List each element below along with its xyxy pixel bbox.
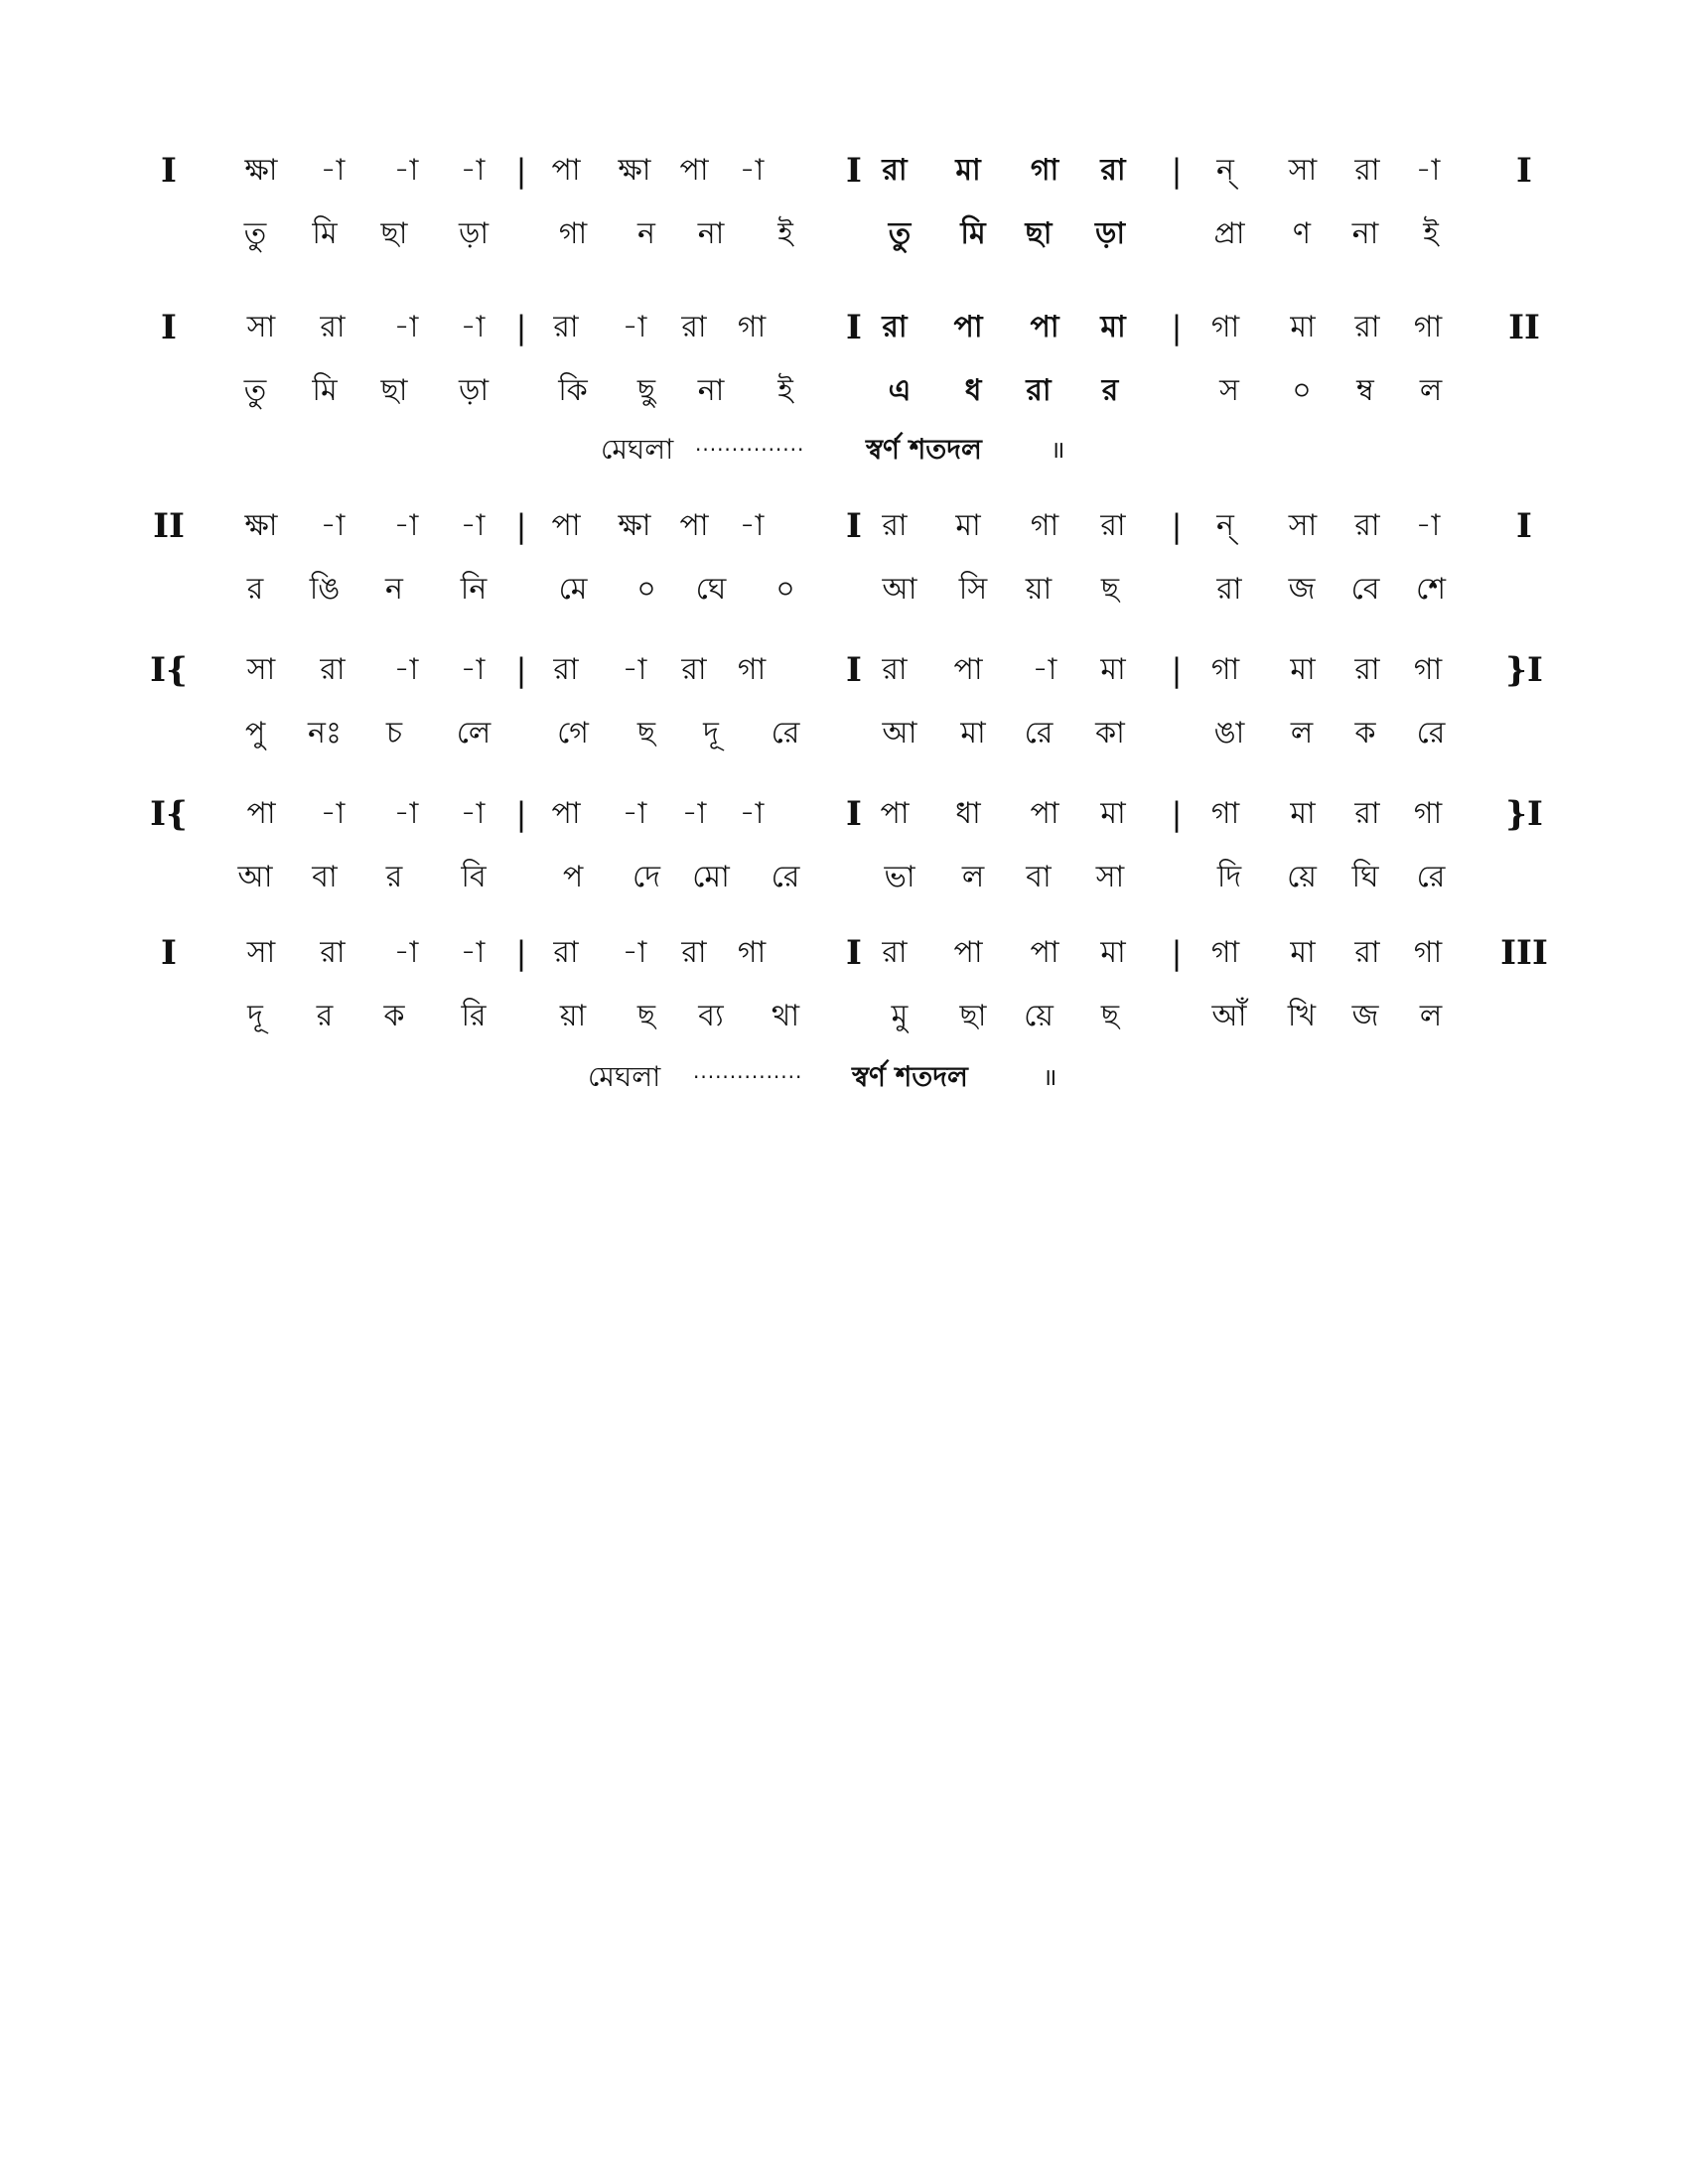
lyric-syllable: ই bbox=[1423, 216, 1439, 251]
swara-note: রা bbox=[681, 652, 707, 687]
swara-note: রা bbox=[1354, 153, 1380, 188]
lyric-syllable: চ bbox=[385, 716, 403, 751]
lyric-syllable: ড়া bbox=[458, 216, 490, 251]
opening-bar: I bbox=[161, 933, 177, 973]
swara-note: পা bbox=[551, 508, 581, 543]
lyric-syllable: না bbox=[1351, 216, 1379, 251]
lyric-syllable: ছ bbox=[636, 999, 656, 1033]
swara-note: রা bbox=[882, 508, 908, 543]
lyric-syllable: নি bbox=[460, 572, 488, 607]
lyric-syllable: গা bbox=[558, 216, 588, 251]
swara-note: ক্ষা bbox=[244, 153, 278, 188]
lyric-syllable: ছ bbox=[1100, 999, 1120, 1033]
lyric-syllable: ড়া bbox=[458, 373, 490, 408]
lyric-line bbox=[0, 848, 1688, 907]
lyric-syllable: আ bbox=[882, 716, 917, 751]
swara-note: মা bbox=[1290, 796, 1316, 831]
swara-note: রা bbox=[882, 935, 908, 970]
bar-line: | bbox=[1171, 795, 1183, 833]
swara-note: ন্ bbox=[1216, 153, 1234, 188]
lyric-syllable: ণ bbox=[1292, 216, 1312, 251]
swara-note: রা bbox=[882, 310, 908, 344]
notation-system bbox=[0, 141, 1688, 280]
lyric-syllable: ছা bbox=[380, 373, 408, 408]
lyric-syllable: ছ bbox=[1100, 572, 1120, 607]
swara-note: রা bbox=[681, 310, 707, 344]
lyric-syllable: ঙি bbox=[309, 572, 341, 607]
bar-line: I bbox=[846, 794, 862, 834]
swara-note: গা bbox=[1413, 935, 1443, 970]
swara-note: মা bbox=[1100, 652, 1126, 687]
notation-system bbox=[0, 496, 1688, 635]
bar-line: | bbox=[515, 795, 527, 833]
bar-line: | bbox=[1171, 934, 1183, 972]
swara-note: সা bbox=[1288, 153, 1318, 188]
lyric-syllable: বা bbox=[312, 860, 338, 894]
swara-note: -া bbox=[739, 508, 765, 543]
swara-note: মা bbox=[1100, 935, 1126, 970]
sargam-line bbox=[0, 298, 1688, 357]
bar-line: | bbox=[515, 309, 527, 346]
lyric-syllable: গে bbox=[557, 716, 589, 751]
swara-note: সা bbox=[246, 310, 276, 344]
lyric-syllable: ঘে bbox=[695, 572, 727, 607]
swara-note: রা bbox=[882, 153, 908, 188]
swara-note: -া bbox=[393, 508, 419, 543]
lyric-syllable: ড়া bbox=[1094, 216, 1126, 251]
swara-note: গা bbox=[737, 310, 767, 344]
lyric-syllable: আঁ bbox=[1211, 999, 1247, 1033]
swara-note: ন্ bbox=[1216, 508, 1234, 543]
swara-note: -া bbox=[320, 153, 346, 188]
bar-line: I bbox=[846, 933, 862, 973]
lyric-syllable: ই bbox=[777, 216, 793, 251]
refrain-start: মেঘলা bbox=[588, 1060, 661, 1093]
lyric-syllable: ছা bbox=[959, 999, 987, 1033]
lyric-syllable: আ bbox=[882, 572, 917, 607]
lyric-line bbox=[0, 987, 1688, 1046]
swara-note: -া bbox=[393, 310, 419, 344]
swara-note: -া bbox=[1415, 153, 1441, 188]
swara-note: রা bbox=[1100, 153, 1126, 188]
notation-system bbox=[0, 784, 1688, 923]
lyric-syllable: কা bbox=[1095, 716, 1125, 751]
lyric-syllable: মো bbox=[692, 860, 730, 894]
swara-note: ক্ষা bbox=[618, 508, 651, 543]
lyric-syllable: মি bbox=[960, 216, 986, 251]
lyric-syllable: ঘি bbox=[1351, 860, 1379, 894]
swara-note: পা bbox=[551, 796, 581, 831]
closing-bar: }I bbox=[1505, 650, 1543, 690]
bar-line: I bbox=[846, 650, 862, 690]
swara-note: -া bbox=[739, 153, 765, 188]
swara-note: গা bbox=[1210, 310, 1240, 344]
swara-note: পা bbox=[880, 796, 910, 831]
swara-note: রা bbox=[1100, 508, 1126, 543]
lyric-syllable: রি bbox=[461, 999, 487, 1033]
swara-note: রা bbox=[1354, 796, 1380, 831]
lyric-syllable: তু bbox=[243, 216, 267, 251]
closing-bar: I bbox=[1516, 151, 1532, 191]
lyric-syllable: ল bbox=[1419, 373, 1443, 408]
lyric-syllable: ঙা bbox=[1213, 716, 1245, 751]
closing-bar: I bbox=[1516, 506, 1532, 546]
lyric-syllable: য়ে bbox=[1287, 860, 1317, 894]
lyric-syllable: ছা bbox=[380, 216, 408, 251]
closing-bar: II bbox=[1508, 308, 1540, 347]
lyric-syllable: রে bbox=[1416, 860, 1446, 894]
lyric-syllable: না bbox=[697, 216, 725, 251]
bar-line: | bbox=[515, 934, 527, 972]
lyric-syllable: মি bbox=[312, 373, 338, 408]
lyric-syllable: বা bbox=[1026, 860, 1052, 894]
swara-note: -া bbox=[622, 652, 647, 687]
bar-line: | bbox=[515, 651, 527, 689]
swara-note: -া bbox=[393, 153, 419, 188]
swara-note: গা bbox=[1210, 796, 1240, 831]
lyric-syllable: য়া bbox=[559, 999, 587, 1033]
swara-note: -া bbox=[681, 796, 707, 831]
swara-note: ক্ষা bbox=[244, 508, 278, 543]
swara-note: পা bbox=[551, 153, 581, 188]
lyric-syllable: মু bbox=[891, 999, 909, 1033]
lyric-syllable: নঃ bbox=[308, 716, 342, 751]
lyric-syllable: এ bbox=[888, 373, 912, 408]
lyric-syllable: থা bbox=[771, 999, 800, 1033]
swara-note: -া bbox=[460, 310, 486, 344]
lyric-line bbox=[0, 560, 1688, 619]
lyric-syllable: পু bbox=[244, 716, 266, 751]
lyric-syllable: ব্য bbox=[698, 999, 724, 1033]
notation-system bbox=[0, 923, 1688, 1062]
opening-bar: I bbox=[161, 308, 177, 347]
bar-line: I bbox=[846, 151, 862, 191]
lyric-syllable: প্রা bbox=[1213, 216, 1245, 251]
opening-bar: I bbox=[161, 151, 177, 191]
lyric-syllable: রা bbox=[1026, 373, 1052, 408]
notation-system bbox=[0, 640, 1688, 779]
swara-note: -া bbox=[393, 796, 419, 831]
bar-line: | bbox=[1171, 309, 1183, 346]
swara-note: মা bbox=[1290, 652, 1316, 687]
lyric-syllable: ০ bbox=[775, 572, 795, 607]
lyric-syllable: ন bbox=[385, 572, 403, 607]
swara-note: -া bbox=[393, 652, 419, 687]
lyric-syllable: ল bbox=[1419, 999, 1443, 1033]
swara-note: গা bbox=[737, 935, 767, 970]
lyric-syllable: শে bbox=[1416, 572, 1446, 607]
bar-line: | bbox=[1171, 651, 1183, 689]
lyric-syllable: র bbox=[316, 999, 334, 1033]
swara-note: রা bbox=[320, 310, 346, 344]
swara-note: রা bbox=[320, 652, 346, 687]
bar-line: I bbox=[846, 308, 862, 347]
double-danda-mark: ॥ bbox=[1051, 436, 1065, 464]
swara-note: পা bbox=[953, 935, 983, 970]
swara-note: -া bbox=[460, 796, 486, 831]
swara-note: ক্ষা bbox=[618, 153, 651, 188]
swara-note: -া bbox=[622, 935, 647, 970]
swara-note: রা bbox=[882, 652, 908, 687]
lyric-syllable: স bbox=[1219, 373, 1239, 408]
swara-note: গা bbox=[1413, 796, 1443, 831]
notation-system bbox=[0, 298, 1688, 437]
refrain-cue bbox=[0, 425, 1688, 475]
swara-note: -া bbox=[622, 796, 647, 831]
swara-note: পা bbox=[679, 508, 709, 543]
lyric-syllable: রা bbox=[1216, 572, 1242, 607]
lyric-syllable: ছ bbox=[636, 716, 656, 751]
swara-note: সা bbox=[246, 935, 276, 970]
bar-line: | bbox=[1171, 507, 1183, 545]
sargam-line bbox=[0, 923, 1688, 983]
swara-note: গা bbox=[737, 652, 767, 687]
lyric-syllable: র bbox=[246, 572, 264, 607]
sargam-line bbox=[0, 141, 1688, 201]
lyric-syllable: ছু bbox=[636, 373, 656, 408]
lyric-line bbox=[0, 361, 1688, 421]
lyric-syllable: ০ bbox=[1292, 373, 1312, 408]
lyric-syllable: দূ bbox=[247, 999, 263, 1033]
lyric-syllable: ম্ব bbox=[1356, 373, 1374, 408]
lyric-syllable: রে bbox=[771, 860, 800, 894]
lyric-syllable: র bbox=[385, 860, 403, 894]
swara-note: পা bbox=[1030, 310, 1059, 344]
lyric-syllable: প bbox=[562, 860, 584, 894]
lyric-syllable: জ bbox=[1351, 999, 1379, 1033]
swara-note: মা bbox=[1100, 796, 1126, 831]
lyric-syllable: বি bbox=[461, 860, 487, 894]
lyric-syllable: র bbox=[1101, 373, 1119, 408]
refrain-cue bbox=[0, 1052, 1688, 1102]
lyric-syllable: ক bbox=[383, 999, 405, 1033]
swara-note: রা bbox=[1354, 310, 1380, 344]
bar-line: | bbox=[515, 152, 527, 190]
swara-note: গা bbox=[1210, 935, 1240, 970]
swara-note: রা bbox=[553, 652, 579, 687]
lyric-syllable: তু bbox=[243, 373, 267, 408]
lyric-syllable: দূ bbox=[703, 716, 719, 751]
swara-note: গা bbox=[1030, 508, 1059, 543]
lyric-line bbox=[0, 205, 1688, 264]
swara-note: মা bbox=[1290, 310, 1316, 344]
swara-note: পা bbox=[953, 652, 983, 687]
swara-note: গা bbox=[1210, 652, 1240, 687]
swara-note: গা bbox=[1413, 310, 1443, 344]
swara-note: মা bbox=[1290, 935, 1316, 970]
swara-note: -া bbox=[460, 935, 486, 970]
lyric-syllable: রে bbox=[1024, 716, 1054, 751]
refrain-dots: ··············· bbox=[695, 438, 805, 462]
lyric-syllable: ন bbox=[637, 216, 655, 251]
swara-note: ধা bbox=[955, 796, 981, 831]
swara-note: সা bbox=[246, 652, 276, 687]
lyric-syllable: মা bbox=[960, 716, 986, 751]
swara-note: -া bbox=[460, 508, 486, 543]
lyric-syllable: খি bbox=[1287, 999, 1317, 1033]
lyric-line bbox=[0, 704, 1688, 763]
swara-note: রা bbox=[553, 935, 579, 970]
refrain-dots: ··············· bbox=[693, 1065, 803, 1089]
lyric-syllable: কি bbox=[558, 373, 588, 408]
lyric-syllable: না bbox=[697, 373, 725, 408]
refrain-end: স্বর্ণ শতদল bbox=[866, 433, 982, 466]
lyric-syllable: মি bbox=[312, 216, 338, 251]
swara-note: গা bbox=[1413, 652, 1443, 687]
lyric-syllable: য়ে bbox=[1024, 999, 1054, 1033]
lyric-syllable: দে bbox=[633, 860, 660, 894]
swara-note: রা bbox=[1354, 508, 1380, 543]
swara-note: মা bbox=[955, 153, 981, 188]
swara-note: রা bbox=[320, 935, 346, 970]
swara-note: -া bbox=[739, 796, 765, 831]
lyric-syllable: ধ bbox=[964, 373, 982, 408]
lyric-syllable: ল bbox=[961, 860, 985, 894]
swara-note: রা bbox=[1354, 652, 1380, 687]
lyric-syllable: ভা bbox=[884, 860, 915, 894]
lyric-syllable: মে bbox=[558, 572, 588, 607]
closing-bar: }I bbox=[1505, 794, 1543, 834]
bar-line: | bbox=[515, 507, 527, 545]
lyric-syllable: দি bbox=[1216, 860, 1242, 894]
lyric-syllable: জ bbox=[1288, 572, 1316, 607]
opening-bar: I{ bbox=[150, 794, 188, 834]
swara-note: রা bbox=[553, 310, 579, 344]
swara-note: -া bbox=[393, 935, 419, 970]
swara-note: -া bbox=[320, 796, 346, 831]
swara-note: পা bbox=[1030, 935, 1059, 970]
swara-note: -া bbox=[1032, 652, 1057, 687]
lyric-syllable: বে bbox=[1350, 572, 1380, 607]
swara-note: পা bbox=[679, 153, 709, 188]
swara-note: -া bbox=[1415, 508, 1441, 543]
swara-note: -া bbox=[622, 310, 647, 344]
bar-line: | bbox=[1171, 152, 1183, 190]
closing-bar: III bbox=[1500, 933, 1548, 973]
opening-bar: II bbox=[153, 506, 185, 546]
swara-note: মা bbox=[955, 508, 981, 543]
lyric-syllable: সা bbox=[1095, 860, 1125, 894]
refrain-end: স্বর্ণ শতদল bbox=[852, 1060, 968, 1093]
lyric-syllable: রে bbox=[771, 716, 800, 751]
swara-note: -া bbox=[320, 508, 346, 543]
swara-note: -া bbox=[460, 652, 486, 687]
swara-note: পা bbox=[246, 796, 276, 831]
sargam-line bbox=[0, 496, 1688, 556]
swara-note: রা bbox=[681, 935, 707, 970]
swara-note: মা bbox=[1100, 310, 1126, 344]
lyric-syllable: ০ bbox=[636, 572, 656, 607]
lyric-syllable: তু bbox=[888, 216, 912, 251]
lyric-syllable: আ bbox=[237, 860, 273, 894]
lyric-syllable: য়া bbox=[1025, 572, 1053, 607]
sargam-line bbox=[0, 784, 1688, 844]
lyric-syllable: ছা bbox=[1025, 216, 1053, 251]
swara-note: গা bbox=[1030, 153, 1059, 188]
swara-note: -া bbox=[460, 153, 486, 188]
sargam-line bbox=[0, 640, 1688, 700]
lyric-syllable: সি bbox=[958, 572, 988, 607]
swara-note: রা bbox=[1354, 935, 1380, 970]
lyric-syllable: ক bbox=[1354, 716, 1376, 751]
opening-bar: I{ bbox=[150, 650, 188, 690]
swara-note: পা bbox=[1030, 796, 1059, 831]
bar-line: I bbox=[846, 506, 862, 546]
swara-note: পা bbox=[953, 310, 983, 344]
refrain-start: মেঘলা bbox=[601, 433, 674, 466]
lyric-syllable: ই bbox=[777, 373, 793, 408]
swara-note: সা bbox=[1288, 508, 1318, 543]
lyric-syllable: লে bbox=[456, 716, 492, 751]
double-danda-mark: ॥ bbox=[1043, 1063, 1057, 1091]
lyric-syllable: ল bbox=[1290, 716, 1314, 751]
lyric-syllable: রে bbox=[1416, 716, 1446, 751]
